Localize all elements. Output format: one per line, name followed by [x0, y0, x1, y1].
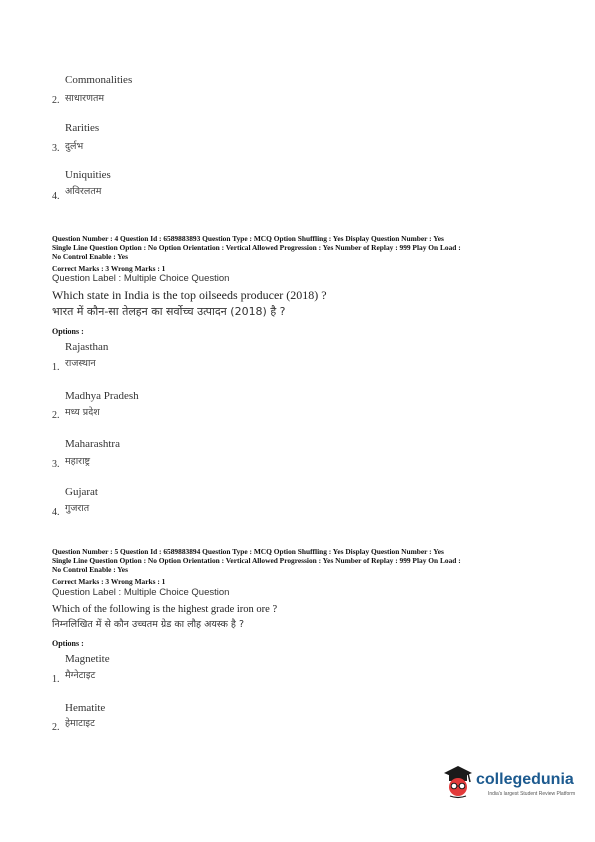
q4-option-2-en: Madhya Pradesh: [65, 390, 139, 402]
q5-meta-line1: Question Number : 5 Question Id : 6589883894 Question Type : MCQ Option Shuffling : Yes Display Question Number : Yes: [52, 547, 444, 556]
q5-option-1-hi: मैग्नेटाइट: [65, 670, 96, 681]
q4-question-text-en: Which state in India is the top oilseeds producer (2018) ?: [52, 288, 327, 302]
q4-option-3-en: Maharashtra: [65, 438, 120, 450]
q5-option-1-en: Magnetite: [65, 653, 110, 665]
q4-option-3-num: 3.: [52, 459, 60, 470]
q5-question-text-hi: निम्नलिखित में से कौन उच्चतम ग्रेड का लौह अयस्क है ?: [52, 619, 244, 630]
prev-option-4-en: Uniquities: [65, 169, 111, 181]
q5-marks: Correct Marks : 3 Wrong Marks : 1: [52, 577, 166, 586]
graduate-mascot-icon: [440, 763, 474, 799]
q4-marks: Correct Marks : 3 Wrong Marks : 1: [52, 264, 166, 273]
q4-option-1-en: Rajasthan: [65, 341, 109, 353]
q4-option-3-hi: महाराष्ट्र: [65, 456, 91, 467]
prev-option-3-en: Rarities: [65, 122, 100, 134]
q4-option-2-hi: मध्य प्रदेश: [65, 407, 100, 418]
prev-option-3-num: 3.: [52, 143, 60, 154]
prev-option-2-num: 2.: [52, 95, 60, 106]
q4-option-4-en: Gujarat: [65, 486, 98, 498]
q5-options-heading: Options :: [52, 639, 84, 648]
q5-question-label: Question Label : Multiple Choice Question: [52, 587, 230, 598]
q5-option-2-en: Hematite: [65, 702, 106, 714]
q4-option-1-hi: राजस्थान: [65, 358, 96, 369]
q4-options-heading: Options :: [52, 327, 84, 336]
q4-question-text-hi: भारत में कौन-सा तेलहन का सर्वोच्च उत्पादन (2018) है ?: [52, 305, 286, 318]
q5-question-text-en: Which of the following is the highest grade iron ore ?: [52, 604, 278, 615]
prev-option-2-en: Commonalities: [65, 74, 133, 86]
q4-option-2-num: 2.: [52, 410, 60, 421]
q5-meta-line2: Single Line Question Option : No Option Orientation : Vertical Allowed Progression : Yes Number of Replay : 999 Play On Load :: [52, 556, 461, 565]
q5-option-2-hi: हेमाटाइट: [65, 718, 95, 729]
q4-meta: [52, 234, 552, 261]
q4-meta-line2: Single Line Question Option : No Option Orientation : Vertical Allowed Progression : Yes Number of Replay : 999 Play On Load :: [52, 243, 461, 252]
q5-meta-line3: No Control Enable : Yes: [52, 565, 128, 574]
collegedunia-logo: [440, 763, 580, 803]
q5-meta: [52, 547, 552, 574]
q5-option-2-num: 2.: [52, 722, 60, 733]
logo-name: collegedunia: [476, 771, 574, 788]
q5-option-1-num: 1.: [52, 674, 60, 685]
q4-option-4-num: 4.: [52, 507, 60, 518]
prev-option-2-hi: साधारणतम: [65, 93, 105, 104]
logo-tagline: India's largest Student Review Platform: [488, 791, 576, 797]
q4-meta-line1: Question Number : 4 Question Id : 6589883893 Question Type : MCQ Option Shuffling : Yes Display Question Number : Yes: [52, 234, 444, 243]
q4-meta-line3: No Control Enable : Yes: [52, 252, 128, 261]
prev-option-4-hi: अविरलतम: [65, 186, 102, 197]
q4-option-1-num: 1.: [52, 362, 60, 373]
q4-question-label: Question Label : Multiple Choice Question: [52, 273, 230, 284]
q4-option-4-hi: गुजरात: [65, 503, 90, 514]
prev-option-4-num: 4.: [52, 191, 60, 202]
prev-option-3-hi: दुर्लभ: [65, 141, 84, 152]
